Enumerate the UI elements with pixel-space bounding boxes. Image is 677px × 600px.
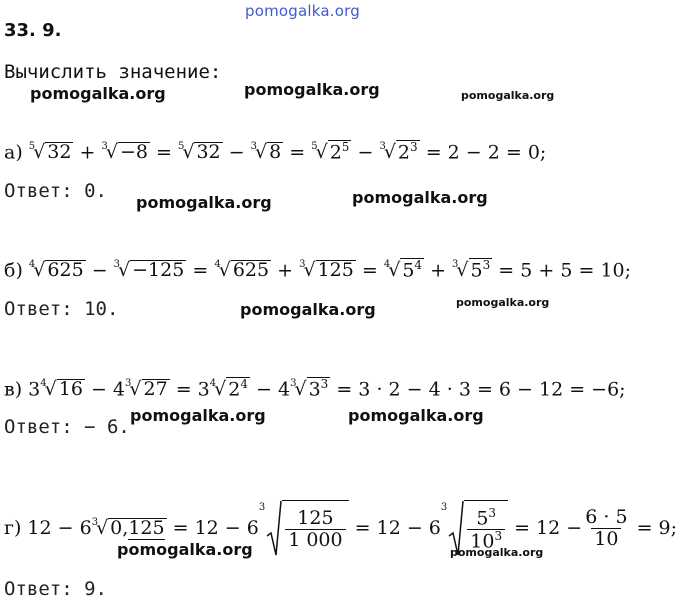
answer-v: Ответ: − 6.	[4, 416, 130, 438]
answer-a: Ответ: 0.	[4, 180, 107, 202]
equation-v: в) $3^4√$ $16 - 4^3√$ $27 = 3^4√$ $2^4 - 4^3√$ $3^3 = 3 \cdot 2 - 4 \cdot 3 = 6 - 12 = -6$;	[4, 377, 626, 401]
watermark: pomogalka.org	[136, 193, 272, 212]
item-label-b: б)	[4, 259, 23, 282]
problem-number: 33. 9.	[4, 20, 62, 41]
watermark: pomogalka.org	[352, 188, 488, 207]
watermark-top: pomogalka.org	[245, 2, 360, 20]
watermark: pomogalka.org	[130, 406, 266, 425]
watermark: pomogalka.org	[244, 80, 380, 99]
equation-a: а) $^5$√ 32 + $^3$√ −8 = $^5$√ 32 − $^3$√ 8 = $^5$√ $2^5 - ^3√$ $2^3 = 2 - 2 = 0$;	[4, 140, 547, 164]
equation-g: г) 12 − 6 $^3$√ 0,125 = 12 − 6 3 $\frac{125}{1 000}$ = 12 − 6 3 $\frac{5^3}{10^3}$ = 12 − $\frac{6 \cdot 5}{10}$ = 9;	[4, 500, 677, 556]
watermark: pomogalka.org	[348, 406, 484, 425]
equation-b: б) $^4$√ 625 − $^3$√ −125 = $^4$√ 625 + $^3$√ 125 = $^4$√ $5^4 + ^3√$ $5^3 = 5 + 5 = 10$;	[4, 258, 632, 282]
item-label-g: г)	[4, 517, 22, 539]
answer-g: Ответ: 9.	[4, 578, 107, 600]
watermark: pomogalka.org	[30, 84, 166, 103]
task-statement: Вычислить значение:	[4, 61, 222, 83]
watermark: pomogalka.org	[450, 546, 544, 559]
item-label-v: в)	[4, 378, 23, 401]
item-label-a: а)	[4, 141, 23, 164]
answer-b: Ответ: 10.	[4, 298, 119, 320]
watermark: pomogalka.org	[461, 89, 555, 102]
watermark: pomogalka.org	[117, 540, 253, 559]
watermark: pomogalka.org	[240, 300, 376, 319]
watermark: pomogalka.org	[456, 296, 550, 309]
